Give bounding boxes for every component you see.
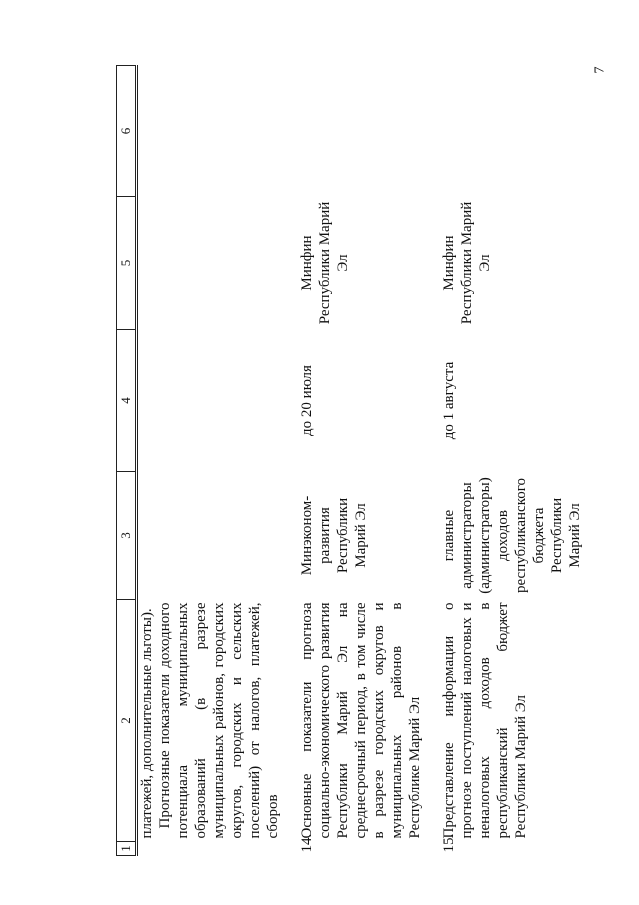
responsible-cell: главные администраторы (администраторы) доходов республиканского бюджета Республики Марий Эл [441, 477, 583, 594]
row-description-cell [137, 600, 283, 842]
column-header: 1 [117, 842, 137, 856]
note-cell [137, 66, 283, 197]
rotated-table-sheet [116, 66, 583, 856]
note-cell [424, 66, 584, 197]
column-header: 4 [117, 330, 137, 472]
row-number: 14. [299, 833, 315, 853]
row-description: Прогнозные показатели доходного потенциала муниципальных образований (в разрезе муниципальных районов, городских округов, городских и сельских поселений) от налогов, платежей, сборов [157, 602, 281, 839]
row-number: 15. [441, 833, 457, 853]
deadline-cell: до 1 августа [441, 361, 457, 440]
row-lead-text: платежей, дополнительные льготы). [139, 608, 155, 839]
table-row [424, 66, 584, 856]
column-header: 3 [117, 472, 137, 600]
recipient-cell: Минфин Республики Марий Эл [299, 201, 351, 325]
recipient-cell: Минфин Республики Марий Эл [441, 201, 493, 325]
note-cell [282, 66, 424, 197]
recipient-cell [137, 197, 283, 330]
deadline-cell [137, 330, 283, 472]
table-row [282, 66, 424, 856]
data-table [116, 65, 584, 856]
responsible-cell [137, 472, 283, 600]
responsible-cell: Минэконом-развития Республики Марий Эл [299, 495, 369, 576]
page-number: 7 [592, 66, 608, 74]
deadline-cell: до 20 июля [299, 365, 315, 436]
column-header: 2 [117, 600, 137, 842]
row-number [137, 842, 283, 856]
row-description: Представление информации о прогнозе поступлений налоговых и неналоговых доходов в республиканский бюджет Республики Марий Эл [441, 602, 529, 839]
row-description: Основные показатели прогноза социально-экономического развития Республики Марий Эл на среднесрочный период, в том числе в разрезе городских округов и муниципальных районов в Республике Марий Эл [299, 602, 423, 839]
column-number-row [117, 66, 137, 856]
table-row [137, 66, 283, 856]
column-header: 6 [117, 66, 137, 197]
column-header: 5 [117, 197, 137, 330]
